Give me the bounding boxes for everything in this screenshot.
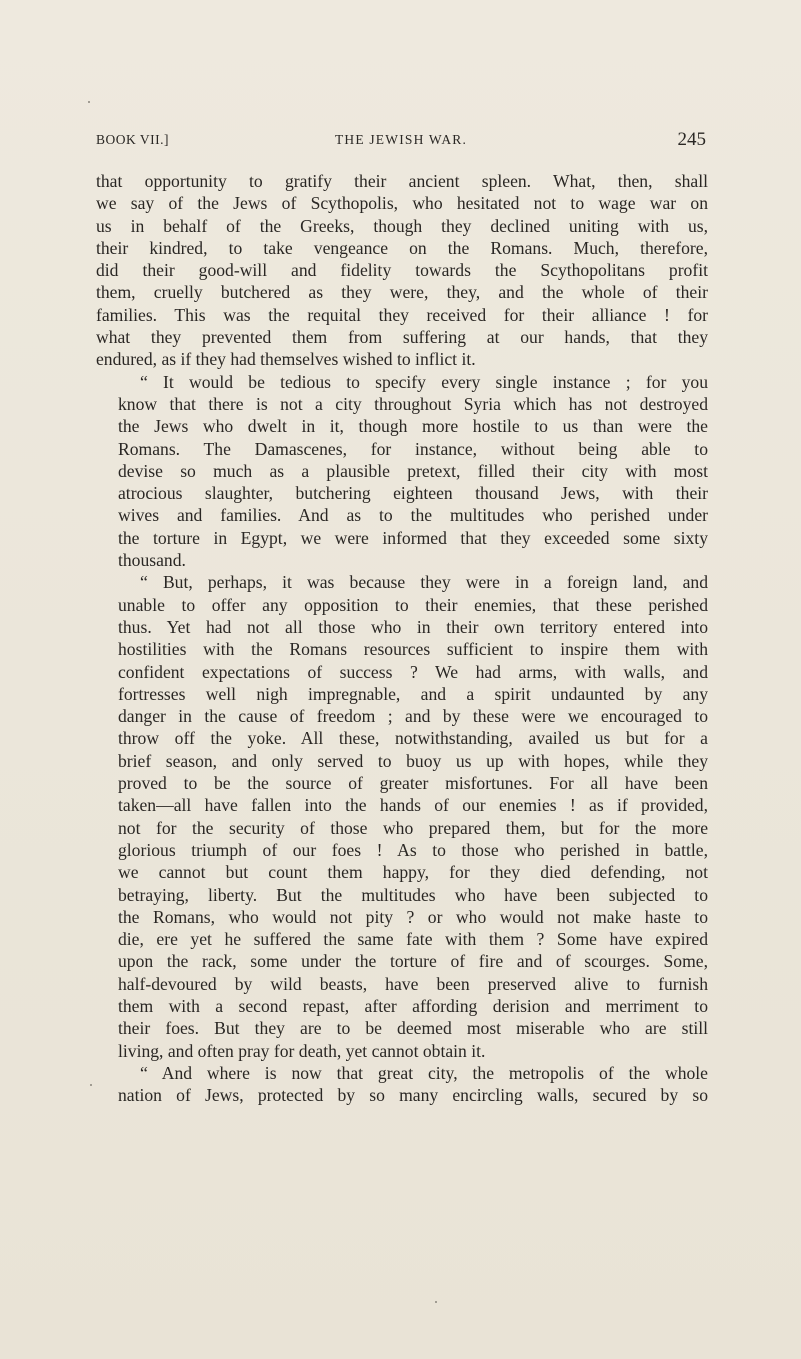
paragraph: [96, 170, 708, 371]
text-line: half-devoured by wild beasts, have been preserved alive to furnish: [118, 973, 708, 994]
text-line: thousand.: [118, 550, 186, 571]
text-line: danger in the cause of freedom ; and by these were we encouraged to: [118, 706, 708, 727]
text-line: endured, as if they had themselves wished to inflict it.: [96, 349, 476, 370]
text-line: that opportunity to gratify their ancient spleen. What, then, shall: [96, 171, 708, 191]
text-line: living, and often pray for death, yet cannot obtain it.: [118, 1040, 486, 1061]
paragraph: [96, 371, 708, 572]
text-line: we cannot but count them happy, for they died defending, not: [118, 862, 708, 883]
text-line: “ It would be tedious to specify every single instance ; for you: [140, 371, 708, 392]
text-line: unable to offer any opposition to their enemies, that these perished: [118, 594, 708, 615]
text-line: atrocious slaughter, butchering eighteen thousand Jews, with their: [118, 483, 708, 504]
text-line: nation of Jews, protected by so many encircling walls, secured by so: [118, 1085, 708, 1106]
paragraph: [96, 1062, 708, 1107]
text-line: throw off the yoke. All these, notwithstanding, availed us but for a: [118, 728, 708, 749]
text-line: confident expectations of success ? We had arms, with walls, and: [118, 661, 708, 682]
book-number: BOOK VII.]: [96, 132, 169, 147]
text-line: taken—all have fallen into the hands of our enemies ! as if provided,: [118, 795, 708, 816]
text-line: proved to be the source of greater misfortunes. For all have been: [118, 773, 708, 794]
page-number: 245: [677, 129, 706, 150]
paper-speck: [88, 101, 90, 103]
text-line: know that there is not a city throughout Syria which has not destroyed: [118, 393, 708, 414]
text-line: the Jews who dwelt in it, though more hostile to us than were the: [118, 416, 708, 437]
text-line: betraying, liberty. But the multitudes who have been subjected to: [118, 884, 708, 905]
text-line: “ But, perhaps, it was because they were in a foreign land, and: [140, 572, 708, 593]
text-line: families. This was the requital they received for their alliance ! for: [96, 304, 708, 325]
body-text: [96, 170, 708, 1106]
text-line: hostilities with the Romans resources sufficient to inspire them with: [118, 639, 708, 660]
text-line: Romans. The Damascenes, for instance, without being able to: [118, 438, 708, 459]
text-line: the Romans, who would not pity ? or who would not make haste to: [118, 906, 708, 927]
text-line: we say of the Jews of Scythopolis, who hesitated not to wage war on: [96, 193, 708, 214]
running-head: [96, 129, 706, 154]
text-line: did their good-will and fidelity towards the Scythopolitans profit: [96, 260, 708, 281]
text-line: not for the security of those who prepared them, but for the more: [118, 817, 708, 838]
running-title: THE JEWISH WAR.: [334, 132, 468, 147]
text-line: wives and families. And as to the multitudes who perished under: [118, 505, 708, 526]
text-line: their kindred, to take vengeance on the Romans. Much, therefore,: [96, 237, 708, 258]
text-line: them with a second repast, after affording derision and merriment to: [118, 995, 708, 1016]
text-line: die, ere yet he suffered the same fate with them ? Some have expired: [118, 929, 708, 950]
text-line: the torture in Egypt, we were informed that they exceeded some sixty: [118, 527, 708, 548]
text-line: devise so much as a plausible pretext, filled their city with most: [118, 460, 708, 481]
text-line: brief season, and only served to buoy us up with hopes, while they: [118, 750, 708, 771]
text-line: fortresses well nigh impregnable, and a spirit undaunted by any: [118, 683, 708, 704]
text-line: upon the rack, some under the torture of fire and of scourges. Some,: [118, 951, 708, 972]
paragraph: [96, 571, 708, 1062]
text-line: what they prevented them from suffering at our hands, that they: [96, 327, 708, 348]
paper-speck: [435, 1301, 437, 1303]
text-line: us in behalf of the Greeks, though they declined uniting with us,: [96, 215, 708, 236]
paper-speck: [90, 1084, 92, 1086]
text-line: them, cruelly butchered as they were, they, and the whole of their: [96, 282, 708, 303]
text-line: “ And where is now that great city, the metropolis of the whole: [140, 1062, 708, 1083]
text-line: thus. Yet had not all those who in their own territory entered into: [118, 616, 708, 637]
text-line: their foes. But they are to be deemed most miserable who are still: [118, 1018, 708, 1039]
text-line: glorious triumph of our foes ! As to those who perished in battle,: [118, 839, 708, 860]
